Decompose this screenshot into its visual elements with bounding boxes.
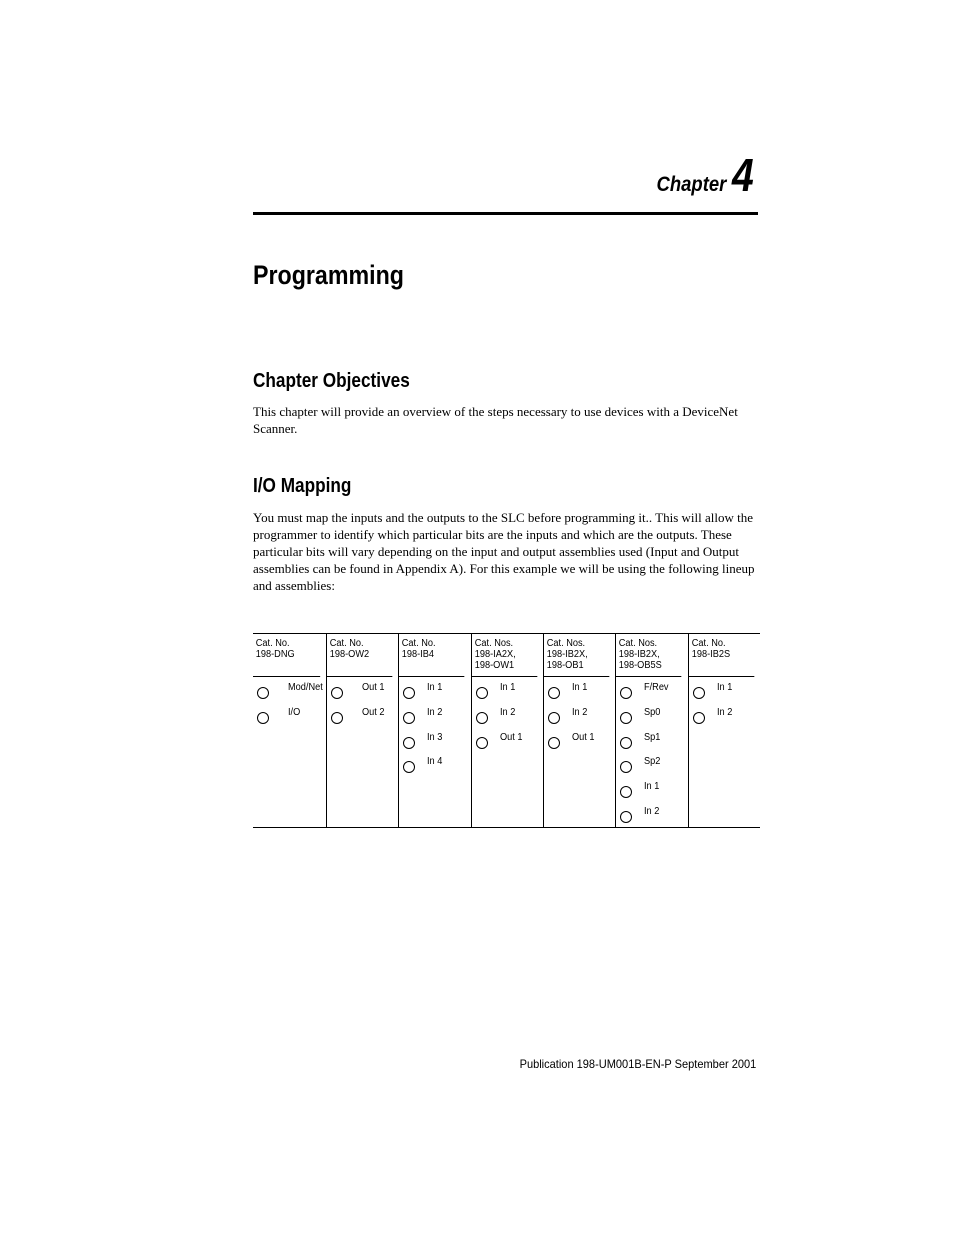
led-row xyxy=(472,732,543,757)
led-row xyxy=(399,682,470,707)
led-row xyxy=(544,682,615,707)
page-title: Programming xyxy=(253,260,404,290)
led-row xyxy=(616,707,687,732)
led-indicator-icon xyxy=(693,712,705,724)
led-label: In 2 xyxy=(716,706,733,718)
module-column xyxy=(543,634,615,827)
io-mapping-table xyxy=(253,633,760,828)
led-row xyxy=(544,707,615,732)
catalog-line: Cat. No. xyxy=(329,638,364,649)
led-indicator-icon xyxy=(476,687,488,699)
module-catalog-header xyxy=(327,634,393,677)
module-catalog-header xyxy=(253,634,320,677)
led-label: Out 1 xyxy=(361,682,385,693)
led-row xyxy=(399,756,470,781)
led-indicator-icon xyxy=(693,687,705,699)
led-label: Sp2 xyxy=(644,756,661,768)
led-row xyxy=(472,682,543,707)
led-indicator-icon xyxy=(331,687,343,699)
led-row xyxy=(689,707,760,732)
led-list xyxy=(399,677,470,781)
catalog-line: Cat. Nos. xyxy=(546,638,586,649)
led-label: In 2 xyxy=(499,706,515,718)
led-indicator-icon xyxy=(476,712,488,724)
led-indicator-icon xyxy=(620,761,632,773)
led-row xyxy=(327,707,398,732)
led-label: In 2 xyxy=(427,706,443,718)
led-row xyxy=(399,707,470,732)
catalog-line: 198-IA2X, xyxy=(474,649,516,660)
catalog-line: 198-IB2X, xyxy=(619,649,660,660)
catalog-line: 198-OW1 xyxy=(474,660,514,671)
led-indicator-icon xyxy=(620,712,632,724)
module-catalog-header xyxy=(616,634,682,677)
led-label: I/O xyxy=(288,706,301,718)
publication-footer: Publication 198-UM001B-EN-P September 2001 xyxy=(519,1057,756,1071)
led-label: In 2 xyxy=(644,805,660,817)
led-label: In 1 xyxy=(427,682,443,693)
led-label: F/Rev xyxy=(644,682,669,693)
catalog-line: Cat. Nos. xyxy=(619,638,658,649)
led-list xyxy=(253,677,326,732)
section-body-objectives: This chapter will provide an overview of the steps necessary to use devices with a DeviceNet Scanner. xyxy=(253,404,738,436)
catalog-line: 198-IB2S xyxy=(691,649,730,660)
led-label: In 2 xyxy=(571,706,588,718)
led-list xyxy=(544,677,615,756)
module-catalog-header xyxy=(399,634,465,677)
catalog-line: 198-IB4 xyxy=(401,649,435,660)
led-label: In 3 xyxy=(427,731,443,743)
module-column xyxy=(471,634,543,827)
led-row xyxy=(616,781,687,806)
led-indicator-icon xyxy=(620,811,632,823)
led-indicator-icon xyxy=(548,737,560,749)
led-label: In 1 xyxy=(499,682,515,693)
led-list xyxy=(472,677,543,756)
section-heading-objectives: Chapter Objectives xyxy=(253,370,410,392)
led-label: In 1 xyxy=(716,682,733,693)
section-heading-io-mapping: I/O Mapping xyxy=(253,475,352,497)
led-row xyxy=(399,732,470,757)
catalog-line: Cat. No. xyxy=(691,638,726,649)
led-row xyxy=(472,707,543,732)
led-row xyxy=(616,732,687,757)
led-indicator-icon xyxy=(403,712,415,724)
module-column xyxy=(688,634,760,827)
catalog-line: Cat. No. xyxy=(401,638,436,649)
module-column xyxy=(253,634,326,827)
led-label: In 4 xyxy=(427,756,443,768)
catalog-line: Cat. No. xyxy=(255,638,290,649)
led-row xyxy=(253,707,326,732)
catalog-line: 198-OB1 xyxy=(546,660,584,671)
catalog-line: Cat. Nos. xyxy=(474,638,513,649)
led-row xyxy=(616,756,687,781)
led-label: Sp1 xyxy=(644,731,661,743)
led-list xyxy=(616,677,687,831)
module-column xyxy=(326,634,398,827)
catalog-line: 198-OB5S xyxy=(619,660,663,671)
led-label: In 1 xyxy=(571,682,588,693)
led-indicator-icon xyxy=(548,687,560,699)
led-row xyxy=(327,682,398,707)
led-row xyxy=(544,732,615,757)
led-row xyxy=(253,682,326,707)
led-label: Out 1 xyxy=(499,731,523,743)
led-list xyxy=(327,677,398,732)
module-column xyxy=(398,634,470,827)
module-catalog-header xyxy=(544,634,610,677)
led-label: Out 2 xyxy=(361,706,385,718)
led-indicator-icon xyxy=(257,712,269,724)
led-label: Mod/Net xyxy=(288,682,323,693)
module-catalog-header xyxy=(689,634,755,677)
led-indicator-icon xyxy=(620,687,632,699)
led-indicator-icon xyxy=(620,737,632,749)
led-label: In 1 xyxy=(644,781,660,793)
chapter-rule xyxy=(253,212,758,215)
led-indicator-icon xyxy=(476,737,488,749)
module-catalog-header xyxy=(472,634,538,677)
led-indicator-icon xyxy=(620,786,632,798)
led-indicator-icon xyxy=(331,712,343,724)
module-column xyxy=(615,634,687,827)
catalog-line: 198-OW2 xyxy=(329,649,369,660)
chapter-label: Chapter xyxy=(656,173,727,196)
led-indicator-icon xyxy=(403,761,415,773)
catalog-line: 198-IB2X, xyxy=(546,649,588,660)
led-indicator-icon xyxy=(257,687,269,699)
led-indicator-icon xyxy=(548,712,560,724)
chapter-number: 4 xyxy=(732,149,755,201)
led-list xyxy=(689,677,760,732)
led-row xyxy=(616,682,687,707)
catalog-line: 198-DNG xyxy=(255,649,295,660)
led-label: Out 1 xyxy=(571,731,595,743)
led-row xyxy=(689,682,760,707)
led-indicator-icon xyxy=(403,737,415,749)
chapter-heading xyxy=(647,149,758,201)
section-body-io-mapping: You must map the inputs and the outputs to the SLC before programming it.. This will allow the programmer to identify which particular bits are the inputs and which are the outputs. These particular bits will vary depending on the input and output assemblies used (Input and Output assemblies can be found in Appendix A). For this example we will be using the following lineup and assemblies: xyxy=(253,510,755,593)
led-label: Sp0 xyxy=(644,706,661,718)
led-indicator-icon xyxy=(403,687,415,699)
led-row xyxy=(616,806,687,831)
